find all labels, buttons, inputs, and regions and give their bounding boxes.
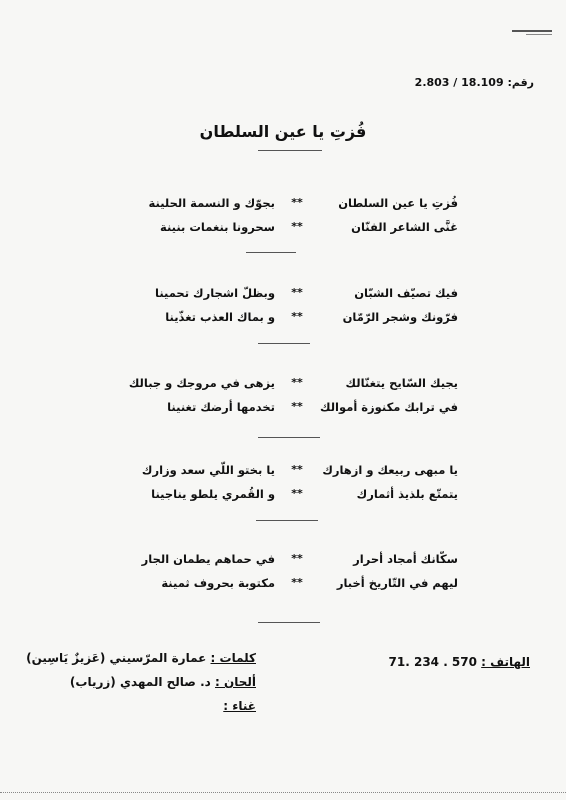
credit-singing xyxy=(26,694,256,718)
verse-left: بجوّك و النسمة الحلينة xyxy=(148,196,275,210)
verse-separator: ** xyxy=(291,196,303,209)
verse-separator: ** xyxy=(291,552,303,565)
verse-right: في ترابك مكنوزة أموالك xyxy=(320,400,458,414)
phone xyxy=(370,655,530,669)
reference-number: رقم: 18.109 / 2.803 xyxy=(414,76,534,89)
stanza-5 xyxy=(0,552,566,600)
credit-music xyxy=(26,670,256,694)
verse-right: يتمتّع بلذيذ أثمارك xyxy=(356,487,458,501)
credit-words-value: عمارة المرّسيني (عَزيزٌ يَاسِين) xyxy=(26,651,207,665)
verse-line xyxy=(0,196,566,220)
stanza-4 xyxy=(0,463,566,511)
stanza-2 xyxy=(0,286,566,334)
scan-edge xyxy=(0,792,566,794)
verse-separator: ** xyxy=(291,220,303,233)
verse-line xyxy=(0,220,566,244)
verse-left: و بماك العذب تغذّينا xyxy=(165,310,275,324)
verse-separator: ** xyxy=(291,487,303,500)
credit-words xyxy=(26,646,256,670)
verse-left: و القُمري يلطو يناجينا xyxy=(151,487,275,501)
stanza-1 xyxy=(0,196,566,244)
credit-music-label: ألحان : xyxy=(215,675,256,689)
verse-separator: ** xyxy=(291,310,303,323)
song-title: فُزتِ يا عين السلطان xyxy=(199,122,367,141)
verse-line xyxy=(0,576,566,600)
verse-line xyxy=(0,286,566,310)
verse-right: فُزتِ يا عين السلطان xyxy=(338,196,458,210)
divider xyxy=(246,252,296,253)
verse-line xyxy=(0,487,566,511)
divider xyxy=(258,150,322,151)
verse-separator: ** xyxy=(291,576,303,589)
verse-line xyxy=(0,400,566,424)
divider xyxy=(256,520,318,521)
verse-left: يا بختو اللّي سعد وزارك xyxy=(141,463,275,477)
scan-mark xyxy=(512,30,552,32)
verse-left: وبظلّ اشجارك تحمينا xyxy=(155,286,275,300)
verse-left: مكتوبة بحروف ثمينة xyxy=(161,576,275,590)
phone-number: 71. 234 . 570 xyxy=(388,655,477,669)
divider xyxy=(258,437,320,438)
verse-separator: ** xyxy=(291,376,303,389)
credit-singing-label: غناء : xyxy=(223,699,256,713)
verse-line xyxy=(0,310,566,334)
divider xyxy=(258,622,320,623)
verse-line xyxy=(0,552,566,576)
stanza-3 xyxy=(0,376,566,424)
verse-right: سكّانك أمجاد أحرار xyxy=(353,552,458,566)
verse-left: يزهى في مروجك و جبالك xyxy=(128,376,275,390)
credits xyxy=(26,646,256,718)
verse-left: سحرونا بنغمات بنينة xyxy=(159,220,275,234)
verse-line xyxy=(0,463,566,487)
verse-right: فرّونك وشجر الرّمّان xyxy=(342,310,458,324)
verse-right: فيك تصيّف الشبّان xyxy=(354,286,458,300)
credit-music-value: د. صالح المهدي (زرياب) xyxy=(69,675,211,689)
verse-separator: ** xyxy=(291,400,303,413)
scan-mark xyxy=(526,34,552,35)
credit-words-label: كلمات : xyxy=(210,651,256,665)
verse-left: تخدمها أرضك تغنينا xyxy=(167,400,275,414)
verse-right: يجيك السّايح يتغنّالك xyxy=(345,376,458,390)
verse-left: في حماهم يطمان الجار xyxy=(141,552,275,566)
verse-right: يا مبهى ربيعك و ازهارك xyxy=(322,463,458,477)
phone-label: الهاتف : xyxy=(481,655,530,669)
verse-separator: ** xyxy=(291,286,303,299)
verse-right: ليهم في التّاريخ أخبار xyxy=(336,576,458,590)
verse-line xyxy=(0,376,566,400)
divider xyxy=(258,343,310,344)
verse-right: غنَّى الشاعر الفنّان xyxy=(351,220,458,234)
verse-separator: ** xyxy=(291,463,303,476)
